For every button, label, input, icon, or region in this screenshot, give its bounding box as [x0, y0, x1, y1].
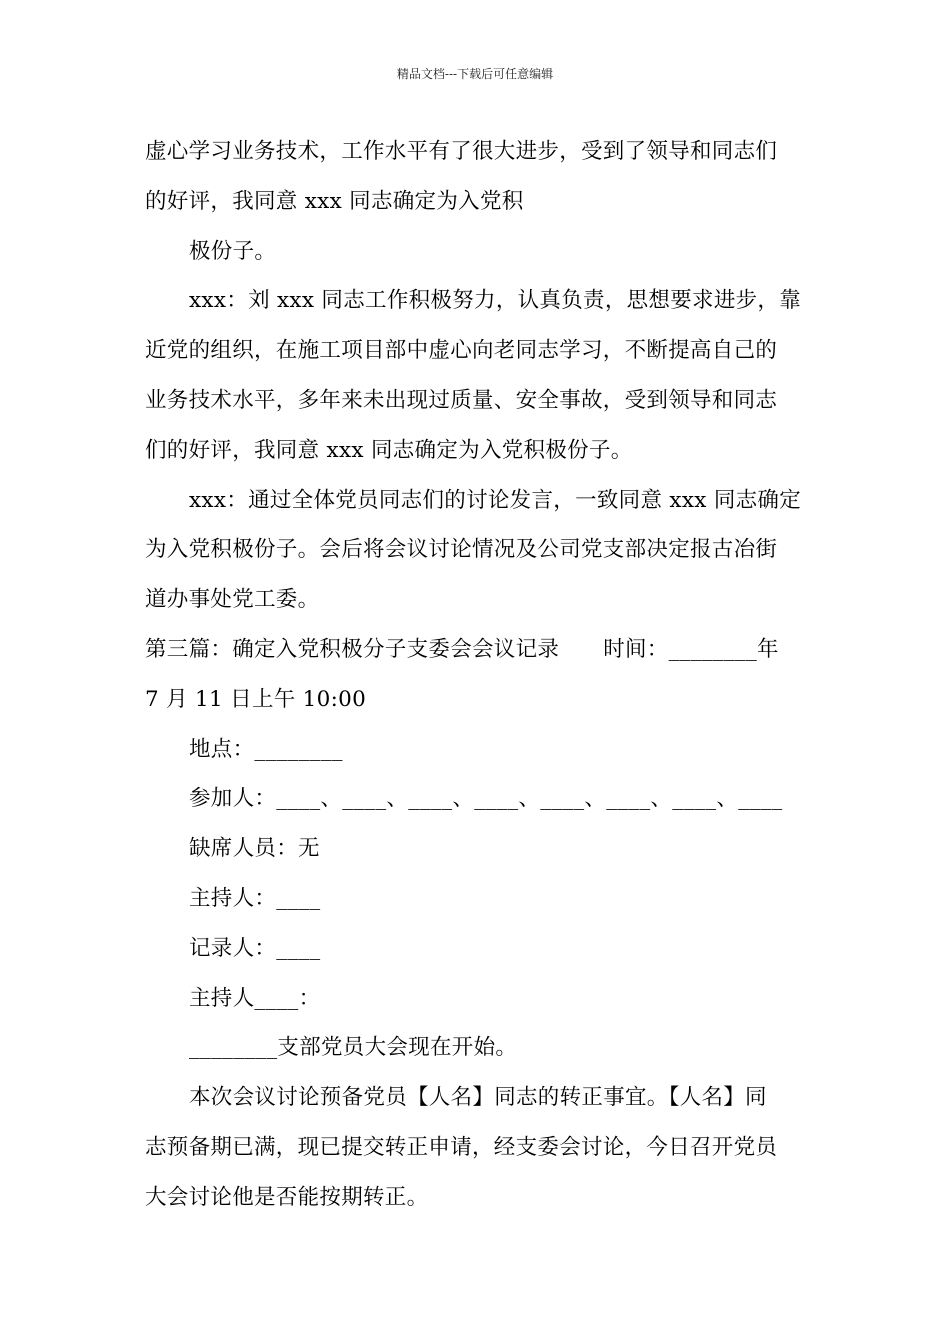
- body-line: 志预备期已满，现已提交转正申请，经支委会讨论，今日召开党员: [145, 1134, 778, 1160]
- meeting-attendees: 参加人：____、____、____、____、____、____、____、____: [189, 786, 783, 812]
- meeting-time-label: 时间：________年: [603, 636, 779, 662]
- document-body: [145, 127, 807, 1223]
- body-line: 道办事处党工委。: [145, 587, 320, 613]
- body-line: 本次会议讨论预备党员【人名】同志的转正事宜。【人名】同: [189, 1085, 767, 1111]
- body-line: 大会讨论他是否能按期转正。: [145, 1184, 429, 1210]
- body-line: 为入党积极份子。会后将会议讨论情况及公司党支部决定报古冶街: [145, 537, 778, 563]
- body-line: 们的好评，我同意 xxx 同志确定为入党积极份子。: [145, 437, 633, 463]
- section-heading-line: [145, 625, 807, 675]
- meeting-absentees: 缺席人员：无: [189, 836, 320, 862]
- meeting-date: 7 月 11 日上午 10:00: [145, 686, 367, 712]
- host-speech-label: 主持人____：: [189, 985, 321, 1011]
- meeting-recorder: 记录人：____: [189, 935, 321, 961]
- body-line: xxx：通过全体党员同志们的讨论发言，一致同意 xxx 同志确定: [189, 487, 802, 513]
- body-line: 虚心学习业务技术，工作水平有了很大进步，受到了领导和同志们: [145, 139, 778, 164]
- body-line: xxx：刘 xxx 同志工作积极努力，认真负责，思想要求进步，靠: [189, 288, 802, 314]
- body-line: 极份子。: [189, 238, 277, 264]
- meeting-host: 主持人：____: [189, 885, 321, 911]
- body-line: 近党的组织，在施工项目部中虚心向老同志学习，不断提高自己的: [145, 338, 778, 364]
- body-line: 业务技术水平，多年来未出现过质量、安全事故，受到领导和同志: [145, 387, 778, 413]
- body-line: ________支部党员大会现在开始。: [189, 1035, 518, 1061]
- section-title: 第三篇：确定入党积极分子支委会会议记录: [145, 636, 560, 662]
- meeting-location: 地点：________: [189, 736, 343, 762]
- page-header: 精品文档---下载后可任意编辑: [396, 67, 554, 81]
- body-line: 的好评，我同意 xxx 同志确定为入党积: [145, 188, 524, 214]
